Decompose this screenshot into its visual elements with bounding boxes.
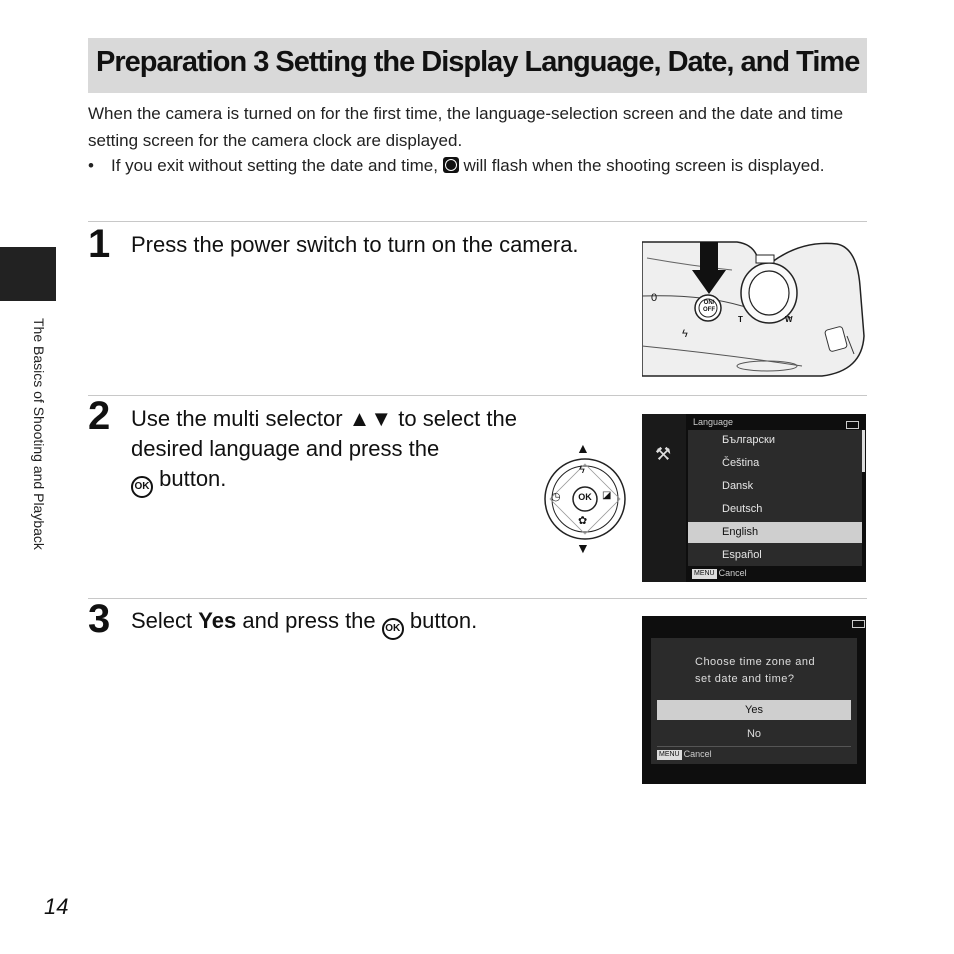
- bullet-mark: •: [88, 156, 94, 175]
- step-3-text-b: and press the: [242, 608, 376, 633]
- camera-drawing: [642, 236, 866, 380]
- exposure-icon: ◪: [602, 490, 612, 501]
- timezone-screen: [642, 616, 866, 784]
- scrollbar[interactable]: [862, 430, 865, 472]
- bullet-suffix: will flash when the shooting screen is displayed.: [463, 156, 825, 175]
- battery-icon: [846, 421, 859, 429]
- divider-step-1: [88, 221, 867, 222]
- self-timer-icon: ◷: [551, 491, 561, 503]
- flash-icon: ϟ: [682, 328, 688, 340]
- chapter-tab: [0, 247, 56, 301]
- page-number: 14: [44, 894, 69, 919]
- clock-warning-icon: [443, 157, 459, 173]
- macro-icon: ✿: [578, 515, 588, 527]
- page-title: Preparation 3 Setting the Display Language, Date, and Time: [96, 46, 860, 78]
- step-3-number: 3: [88, 597, 111, 641]
- step-3-yes: Yes: [198, 608, 237, 633]
- chapter-label: The Basics of Shooting and Playback: [31, 318, 47, 550]
- language-item[interactable]: Čeština: [722, 457, 760, 469]
- language-item[interactable]: Dansk: [722, 480, 754, 492]
- ok-button-icon: OK: [382, 618, 404, 640]
- left-mark: 0: [651, 292, 658, 304]
- step-3-text-a: Select: [131, 608, 193, 633]
- step-3-text-c: button.: [409, 608, 478, 633]
- language-item[interactable]: Español: [722, 549, 762, 561]
- language-item[interactable]: Български: [722, 434, 775, 446]
- divider-step-3: [88, 598, 867, 599]
- power-button-label: ON/ OFF: [703, 300, 715, 313]
- language-item[interactable]: Deutsch: [722, 503, 763, 515]
- menu-badge: MENU: [659, 751, 680, 758]
- flash-icon: ϟ: [579, 464, 585, 476]
- bullet-prefix: If you exit without setting the date and time,: [111, 156, 438, 175]
- divider-step-2: [88, 395, 867, 396]
- zoom-w-label: W: [785, 315, 793, 324]
- cancel-hint[interactable]: MENU Cancel: [694, 568, 747, 578]
- step-2-number: 2: [88, 394, 111, 438]
- zoom-t-label: T: [738, 315, 743, 324]
- language-screen-title: Language: [693, 417, 734, 427]
- multi-selector-diagram: [540, 440, 630, 556]
- wrench-icon: ⚒: [655, 444, 672, 464]
- selected-highlight: [688, 522, 862, 543]
- language-screen: [642, 414, 866, 582]
- intro-paragraph: When the camera is turned on for the first time, the language-selection screen and the date and time setting screen for the camera clock are displayed.: [88, 104, 844, 150]
- step-3-text: [131, 606, 477, 640]
- dialog-prompt: Choose time zone and set date and time?: [695, 656, 816, 685]
- camera-illustration: [642, 236, 866, 380]
- menu-badge: MENU: [694, 570, 715, 577]
- up-arrow-icon: ▲: [576, 440, 590, 456]
- step-2-text-b: button.: [159, 466, 227, 491]
- ok-center-label: OK: [578, 492, 592, 502]
- setup-sidebar: [642, 414, 686, 582]
- battery-icon: [852, 620, 865, 628]
- step-1-number: 1: [88, 222, 111, 266]
- no-option[interactable]: No: [746, 728, 762, 740]
- dialog-divider: [657, 746, 851, 747]
- step-2-text: [131, 404, 526, 498]
- down-arrow-icon: ▼: [576, 540, 590, 556]
- language-item-selected[interactable]: English: [722, 526, 759, 538]
- cancel-hint[interactable]: MENU Cancel: [659, 749, 712, 759]
- ok-button-icon: OK: [131, 476, 153, 498]
- bullet-text: [111, 154, 841, 178]
- step-2-text-a: Use the multi selector ▲▼ to select the desired language and press the: [131, 406, 517, 461]
- language-list: [688, 430, 862, 566]
- step-1-text: Press the power switch to turn on the camera.: [131, 232, 579, 257]
- yes-option[interactable]: Yes: [657, 700, 851, 720]
